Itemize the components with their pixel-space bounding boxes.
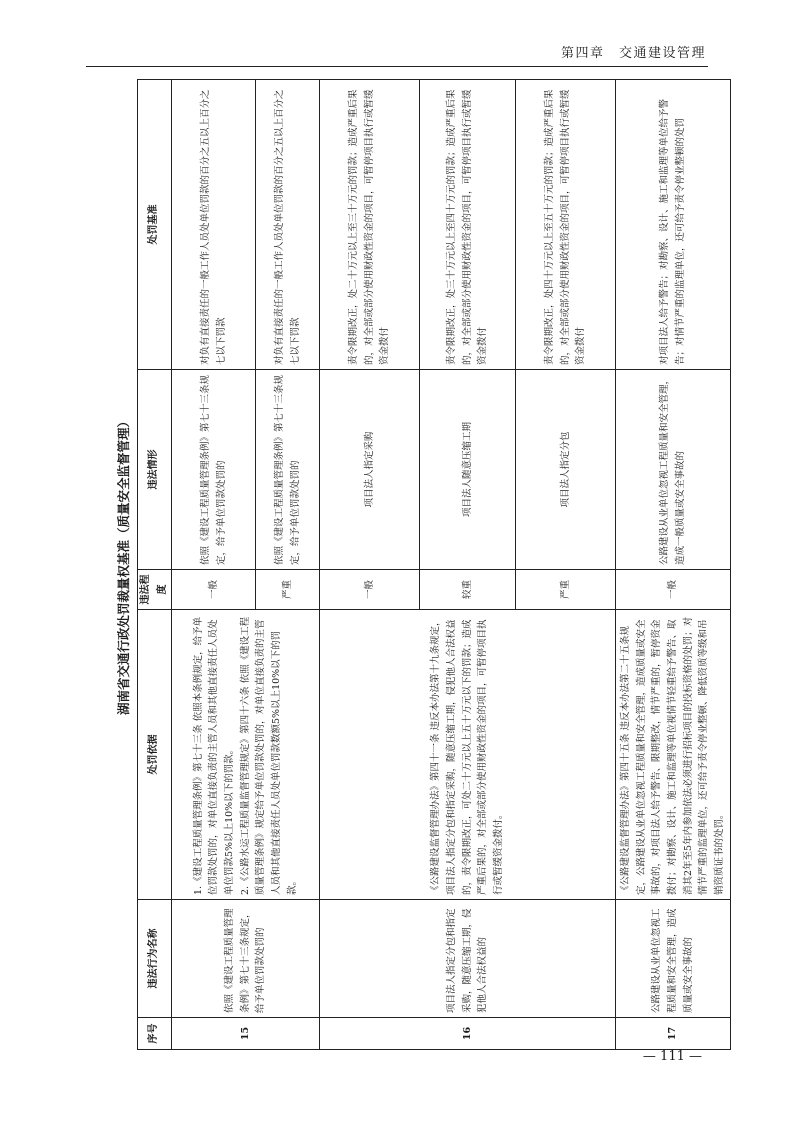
row-circumstance: 项目法人指定采购 [320,370,420,570]
chapter-header: 第四章 交通建设管理 [560,46,706,61]
table-row [616,80,731,1050]
page-number: — 111 — [642,1049,702,1064]
rotated-table-page [110,80,726,1050]
row-basis [320,610,616,900]
row-violation: 公路建设从业单位忽视工程质量和安全管理，造成质量或安全事故的 [616,900,731,1018]
row-degree: 一般 [320,570,420,610]
row-violation: 项目法人指定分包和指定采购，随意压缩工期，侵犯他人合法权益的 [320,900,616,1018]
header-circumstance: 违法情形 [138,370,172,570]
row-seq: 16 [320,1018,616,1050]
table-row [172,80,256,1050]
row-circumstance: 项目法人指定分包 [516,370,616,570]
row-standard: 责令限期改正，处二十万元以上至三十万元的罚款；造成严重后果的，对全部或部分使用财政性资金的项目，可暂停项目执行或暂缓资金拨付 [320,80,420,370]
row-violation: 依照《建设工程质量管理条例》第七十三条规定，给予单位罚款处罚的 [172,900,320,1018]
row-circumstance: 依照《建设工程质量管理条例》第七十三条规定，给予单位罚款处罚的 [172,370,256,570]
penalty-discretion-table [137,79,731,1050]
row-standard: 责令限期改正，处三十万元以上至四十万元的罚款；造成严重后果的，对全部或部分使用财政性资金的项目，可暂停项目执行或暂缓资金拨付 [420,80,516,370]
table-title: 湖南省交通行政处罚裁量权基准（质量安全监督管理） [116,415,131,716]
row-standard: 责令限期改正，处四十万元以上至五十万元的罚款；造成严重后果的，对全部或部分使用财政性资金的项目，可暂停项目执行或暂缓资金拨付 [516,80,616,370]
row-degree: 一般 [172,570,256,610]
row-degree: 一般 [616,570,731,610]
basis-paragraph: 《公路建设监督管理办法》第四十五条 违反本办法第二十五条规定，公路建设从业单位忽视工程质量和安全管理，造成质量或安全事故的，对项目法人给予警告、限期整改，情节严重的，暂停资金拨付；对勘察、设计、施工和监理等单位视情节轻重给予警告、取消其2年至5年内参加依法必须进行招标项目的投标资格的处罚；对情节严重的监理单位，还可给予责令停业整顿、降低资质等级和吊销资质证书的处罚。 [620,616,726,895]
row-basis [616,610,731,900]
row-circumstance: 依照《建设工程质量管理条例》第七十三条规定，给予单位罚款处罚的 [256,370,320,570]
row-degree: 严重 [516,570,616,610]
table-header-row [138,80,172,1050]
row-circumstance: 项目法人随意压缩工期 [420,370,516,570]
header-violation: 违法行为名称 [138,900,172,1018]
row-standard: 对项目法人给予警告；对勘察、设计、施工和监理等单位给予警告；对情节严重的监理单位，还可给予责令停业整顿的处罚 [616,80,731,370]
row-seq: 15 [172,1018,320,1050]
header-divider [86,66,708,67]
header-seq: 序号 [138,1018,172,1050]
header-degree: 违法程度 [138,570,172,610]
row-circumstance: 公路建设从业单位忽视工程质量和安全管理，造成一般质量或安全事故的 [616,370,731,570]
row-standard: 对负有直接责任的一般工作人员处单位罚款的百分之五以上百分之七以下罚款 [172,80,256,370]
header-standard: 处罚基准 [138,80,172,370]
table-row [320,80,420,1050]
basis-paragraph: 1.《建设工程质量管理条例》第七十三条 依照本条例规定，给予单位罚款处罚的，对单位直接负责的主管人员和其他直接责任人员处单位罚款5%以上10%以下的罚款。 [192,616,235,895]
basis-paragraph: 《公路建设监督管理办法》第四十一条 违反本办法第十九条规定，项目法人指定分包和指定采购，随意压缩工期，侵犯他人合法权益的，责令限期改正，可处二十万元以上五十万元以下的罚款；造成严重后果的，对全部或部分使用财政性资金的项目，可暂停项目执行或暂缓资金拨付。 [430,616,504,895]
basis-paragraph: 2.《公路水运工程质量监督管理规定》第四十六条 依照《建设工程质量管理条例》规定给予单位罚款处罚的，对单位直接负责的主管人员和其他直接责任人员处单位罚款数额5%以上10%以下的罚款。 [239,616,298,895]
header-basis: 处罚依据 [138,610,172,900]
row-seq: 17 [616,1018,731,1050]
row-basis [172,610,320,900]
row-degree: 较重 [420,570,516,610]
row-standard: 对负有直接责任的一般工作人员处单位罚款的百分之五以上百分之七以下罚款 [256,80,320,370]
row-degree: 严重 [256,570,320,610]
